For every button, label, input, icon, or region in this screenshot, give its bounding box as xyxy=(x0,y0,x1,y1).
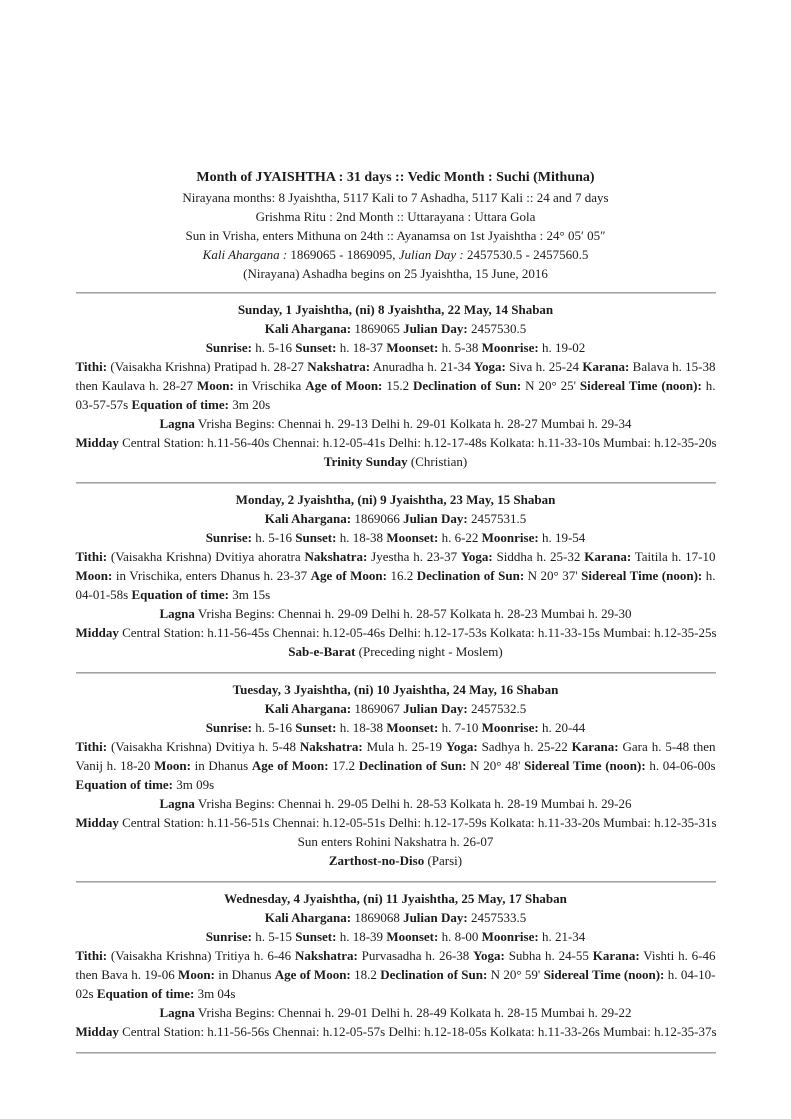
day-midday-line: Midday Central Station: h.11-56-45s Chennai: h.12-05-46s Delhi: h.12-17-53s Kolkata: h.11-33-15s Mumbai: h.12-35-25s xyxy=(75,625,717,640)
day-kali-julian-line: Kali Ahargana: 1869065 Julian Day: 2457530.5 xyxy=(264,321,527,336)
day-lagna-line: Lagna Vrisha Begins: Chennai h. 29-01 Delhi h. 28-49 Kolkata h. 28-15 Mumbai h. 29-22 xyxy=(159,1005,632,1020)
day-midday-line: Midday Central Station: h.11-56-40s Chennai: h.12-05-41s Delhi: h.12-17-48s Kolkata: h.11-33-10s Mumbai: h.12-35-20s xyxy=(75,435,717,450)
month-header xyxy=(76,168,716,288)
header-line-kali-ahargana: Kali Ahargana : 1869065 - 1869095, Julian Day : 2457530.5 - 2457560.5 xyxy=(202,247,589,262)
day-heading: Wednesday, 4 Jyaishtha, (ni) 11 Jyaishtha, 25 May, 17 Shaban xyxy=(224,891,567,906)
header-line-nirayana-months: Nirayana months: 8 Jyaishtha, 5117 Kali to 7 Ashadha, 5117 Kali :: 24 and 7 days xyxy=(182,190,609,205)
day-heading: Tuesday, 3 Jyaishtha, (ni) 10 Jyaishtha, 24 May, 16 Shaban xyxy=(232,682,559,697)
day-sun-moon-times-line: Sunrise: h. 5-16 Sunset: h. 18-38 Moonset: h. 6-22 Moonrise: h. 19-54 xyxy=(205,530,586,545)
day-section xyxy=(76,883,716,1048)
day-sun-moon-times-line: Sunrise: h. 5-16 Sunset: h. 18-38 Moonset: h. 7-10 Moonrise: h. 20-44 xyxy=(205,720,586,735)
day-midday-line: Midday Central Station: h.11-56-51s Chennai: h.12-05-51s Delhi: h.12-17-59s Kolkata: h.11-33-20s Mumbai: h.12-35-31s xyxy=(75,815,717,830)
day-midday-line: Midday Central Station: h.11-56-56s Chennai: h.12-05-57s Delhi: h.12-18-05s Kolkata: h.11-33-26s Mumbai: h.12-35-37s xyxy=(75,1024,717,1039)
section-divider xyxy=(76,1052,716,1054)
panchang-page xyxy=(76,0,716,1054)
day-event-line: Trinity Sunday (Christian) xyxy=(323,454,468,469)
day-details-paragraph: Tithi: (Vaisakha Krishna) Tritiya h. 6-46 Nakshatra: Purvasadha h. 26-38 Yoga: Subha h. 24-55 Karana: Vishti h. 6-46 then Bava h. 19-06 Moon: in Dhanus Age of Moon: 18.2 Declination of Sun: N 20° 59' Sidereal Time (noon): h. 04-10-02s Equation of time: 3m 04s xyxy=(75,948,716,1001)
day-section xyxy=(76,484,716,668)
day-sections xyxy=(76,294,716,1054)
day-event-line: Sun enters Rohini Nakshatra h. 26-07 xyxy=(297,834,494,849)
header-line-ashadha-begins: (Nirayana) Ashadha begins on 25 Jyaishtha, 15 June, 2016 xyxy=(243,266,548,281)
day-lagna-line: Lagna Vrisha Begins: Chennai h. 29-05 Delhi h. 28-53 Kolkata h. 28-19 Mumbai h. 29-26 xyxy=(159,796,632,811)
month-title: Month of JYAISHTHA : 31 days :: Vedic Month : Suchi (Mithuna) xyxy=(196,170,595,185)
day-heading: Monday, 2 Jyaishtha, (ni) 9 Jyaishtha, 23 May, 15 Shaban xyxy=(235,492,556,507)
day-lagna-line: Lagna Vrisha Begins: Chennai h. 29-09 Delhi h. 28-57 Kolkata h. 28-23 Mumbai h. 29-30 xyxy=(159,606,632,621)
day-kali-julian-line: Kali Ahargana: 1869068 Julian Day: 2457533.5 xyxy=(264,910,527,925)
day-event-line: Sab-e-Barat (Preceding night - Moslem) xyxy=(288,644,503,659)
day-event-line: Zarthost-no-Diso (Parsi) xyxy=(328,853,463,868)
day-kali-julian-line: Kali Ahargana: 1869067 Julian Day: 2457532.5 xyxy=(264,701,527,716)
header-line-sun-position: Sun in Vrisha, enters Mithuna on 24th :: Ayanamsa on 1st Jyaishtha : 24° 05′ 05″ xyxy=(185,228,606,243)
day-sun-moon-times-line: Sunrise: h. 5-16 Sunset: h. 18-37 Moonset: h. 5-38 Moonrise: h. 19-02 xyxy=(205,340,586,355)
header-line-ritu: Grishma Ritu : 2nd Month :: Uttarayana : Uttara Gola xyxy=(255,209,536,224)
day-section xyxy=(76,294,716,478)
day-section xyxy=(76,674,716,877)
day-details-paragraph: Tithi: (Vaisakha Krishna) Dvitiya ahoratra Nakshatra: Jyestha h. 23-37 Yoga: Siddha h. 25-32 Karana: Taitila h. 17-10 Moon: in Vrischika, enters Dhanus h. 23-37 Age of Moon: 16.2 Declination of Sun: N 20° 37' Sidereal Time (noon): h. 04-01-58s Equation of time: 3m 15s xyxy=(75,549,716,602)
day-sun-moon-times-line: Sunrise: h. 5-15 Sunset: h. 18-39 Moonset: h. 8-00 Moonrise: h. 21-34 xyxy=(205,929,586,944)
day-details-paragraph: Tithi: (Vaisakha Krishna) Pratipad h. 28-27 Nakshatra: Anuradha h. 21-34 Yoga: Siva h. 25-24 Karana: Balava h. 15-38 then Kaulava h. 28-27 Moon: in Vrischika Age of Moon: 15.2 Declination of Sun: N 20° 25' Sidereal Time (noon): h. 03-57-57s Equation of time: 3m 20s xyxy=(75,359,716,412)
day-lagna-line: Lagna Vrisha Begins: Chennai h. 29-13 Delhi h. 29-01 Kolkata h. 28-27 Mumbai h. 29-34 xyxy=(159,416,632,431)
day-heading: Sunday, 1 Jyaishtha, (ni) 8 Jyaishtha, 22 May, 14 Shaban xyxy=(237,302,554,317)
day-kali-julian-line: Kali Ahargana: 1869066 Julian Day: 2457531.5 xyxy=(264,511,527,526)
day-details-paragraph: Tithi: (Vaisakha Krishna) Dvitiya h. 5-48 Nakshatra: Mula h. 25-19 Yoga: Sadhya h. 25-22 Karana: Gara h. 5-48 then Vanij h. 18-20 Moon: in Dhanus Age of Moon: 17.2 Declination of Sun: N 20° 48' Sidereal Time (noon): h. 04-06-00s Equation of time: 3m 09s xyxy=(75,739,716,792)
